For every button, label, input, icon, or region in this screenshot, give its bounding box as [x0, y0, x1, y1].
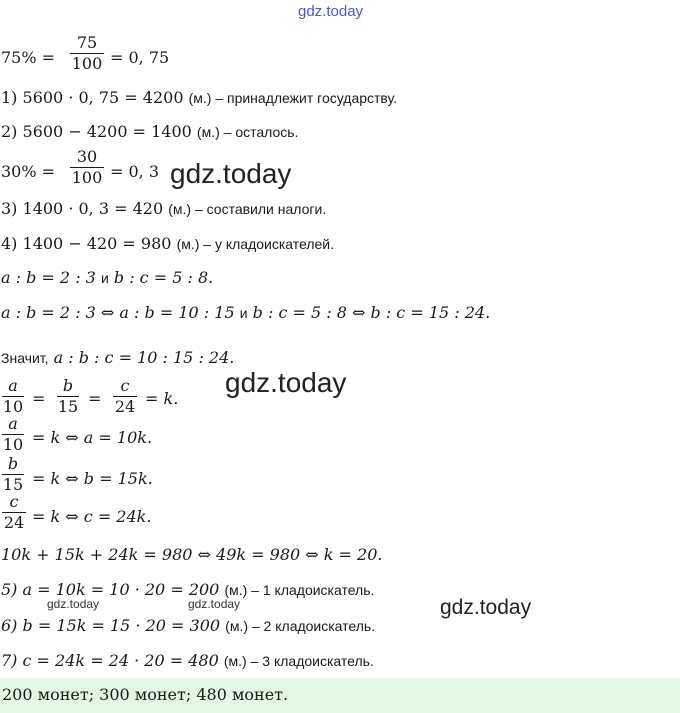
- fraction-numerator: b: [7, 454, 19, 473]
- fraction: [2, 377, 24, 416]
- fraction-numerator: c: [9, 492, 19, 511]
- result-expression: = 0, 75: [110, 48, 170, 67]
- watermark-small: gdz.today: [47, 597, 100, 611]
- fraction-denominator: 24: [114, 397, 136, 416]
- fraction-denominator: 100: [71, 54, 103, 73]
- conclusion-text: Значит,: [1, 350, 49, 366]
- fraction: [70, 34, 104, 73]
- watermark-big: gdz.today: [225, 367, 347, 398]
- step-formula: 5) a = 10k = 10 · 20 = 200: [1, 580, 220, 599]
- watermark-big: gdz.today: [170, 158, 292, 189]
- solution-step: [1, 234, 334, 254]
- fraction-numerator: b: [62, 376, 74, 395]
- step-text: (м.) – составили налоги.: [168, 201, 327, 217]
- step-text: (м.) – 1 кладоискатель.: [224, 582, 375, 598]
- fraction-numerator: c: [120, 376, 130, 395]
- answer-text: 200 монет; 300 монет; 480 монет.: [2, 685, 289, 704]
- step-formula: 2) 5600 − 4200 = 1400: [1, 122, 192, 141]
- fraction-denominator: 10: [2, 435, 24, 454]
- conjunction: и: [239, 305, 248, 321]
- ratio-formula: a : b = 2 : 3 ⇔ a : b = 10 : 15: [1, 303, 235, 322]
- fraction: [2, 493, 26, 532]
- fraction-denominator: 100: [71, 168, 103, 187]
- step-text: (м.) – 3 кладоискатель.: [223, 653, 374, 669]
- step-formula: 7) c = 24k = 24 · 20 = 480: [1, 651, 219, 670]
- solution-step: [1, 88, 397, 108]
- fraction: [70, 148, 104, 187]
- fraction-numerator: a: [8, 414, 18, 433]
- fraction-denominator: 10: [2, 397, 24, 416]
- watermark-medium: gdz.today: [440, 596, 532, 619]
- conjunction: и: [100, 270, 109, 286]
- solution-step: [1, 580, 374, 600]
- equals-sign: =: [88, 389, 102, 408]
- fraction-denominator: 15: [57, 397, 79, 416]
- equation-tail: = k ⇔ c = 24k.: [32, 507, 152, 526]
- fraction-numerator: a: [8, 376, 18, 395]
- step-formula: 6) b = 15k = 15 · 20 = 300: [1, 616, 221, 635]
- conclusion-line: [1, 348, 234, 368]
- step-text: (м.) – 2 кладоискатель.: [225, 618, 376, 634]
- fraction: [113, 377, 137, 416]
- watermark-top: gdz.today: [298, 3, 364, 20]
- solution-step: [1, 651, 374, 671]
- ratio-formula: a : b : c = 10 : 15 : 24.: [53, 348, 235, 367]
- answer-box: [0, 678, 680, 713]
- solution-step: [1, 122, 298, 142]
- step-text: (м.) – у кладоискателей.: [176, 236, 335, 252]
- fraction: [2, 455, 24, 494]
- step-formula: 4) 1400 − 420 = 980: [1, 234, 172, 253]
- fraction-denominator: 15: [2, 475, 24, 494]
- equals-sign: =: [32, 389, 46, 408]
- equation-tail: = k ⇔ b = 15k.: [32, 469, 153, 488]
- result-expression: = 0, 3: [110, 162, 160, 181]
- fraction-denominator: 24: [3, 513, 25, 532]
- step-formula: 3) 1400 · 0, 3 = 420: [1, 199, 164, 218]
- ratio-formula: b : c = 5 : 8.: [113, 268, 214, 287]
- equation-line: [1, 545, 382, 565]
- equation-tail: = k.: [145, 389, 179, 408]
- ratio-formula: a : b = 2 : 3: [1, 268, 96, 287]
- fraction: [57, 377, 79, 416]
- percent-expression: 30% =: [1, 162, 56, 181]
- ratio-line: [1, 268, 213, 288]
- step-text: (м.) – осталось.: [196, 124, 299, 140]
- percent-expression: 75% =: [1, 48, 56, 67]
- step-text: (м.) – принадлежит государству.: [188, 90, 398, 106]
- equation-tail: = k ⇔ a = 10k.: [32, 428, 153, 447]
- ratio-line: [1, 303, 490, 323]
- fraction: [2, 415, 24, 454]
- step-formula: 1) 5600 · 0, 75 = 4200: [1, 88, 184, 107]
- fraction-numerator: 75: [76, 33, 98, 52]
- equation-formula: 10k + 15k + 24k = 980 ⇔ 49k = 980 ⇔ k = 20.: [1, 545, 383, 564]
- solution-step: [1, 616, 375, 636]
- fraction-numerator: 30: [76, 147, 98, 166]
- watermark-small: gdz.today: [188, 597, 241, 611]
- solution-step: [1, 199, 326, 219]
- ratio-formula: b : c = 5 : 8 ⇔ b : c = 15 : 24.: [252, 303, 491, 322]
